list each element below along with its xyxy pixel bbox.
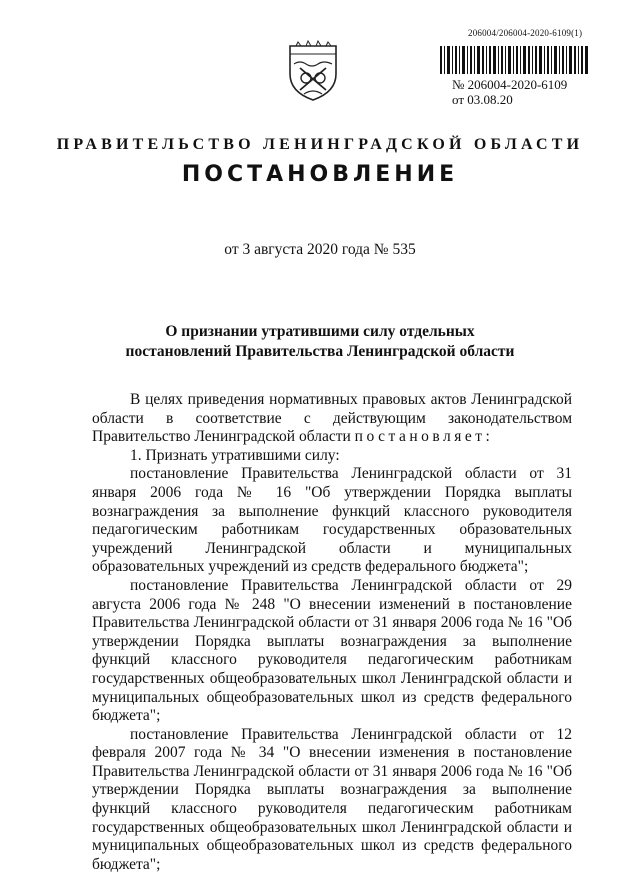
document-title-line-1: О признании утратившими силу отдельных bbox=[165, 323, 475, 340]
document-date-number: от 3 августа 2020 года № 535 bbox=[224, 241, 416, 258]
intro-paragraph bbox=[92, 391, 572, 447]
registration-number: № 206004-2020-6109 bbox=[452, 77, 568, 92]
document-id: 206004/206004-2020-6109(1) bbox=[468, 28, 583, 38]
intro-text: В целях приведения нормативных правовых актов Ленинградской области в соответствие с действующим законодательством Правительство Ленинградской области bbox=[92, 391, 572, 446]
document-title-line-2: постановлений Правительства Ленинградской области bbox=[125, 343, 515, 360]
document-body bbox=[92, 391, 572, 874]
item-1: 1. Признать утратившими силу: bbox=[130, 446, 340, 464]
barcode-icon bbox=[440, 46, 588, 74]
act-paragraph: постановление Правительства Ленинградской области от 31 января 2006 года № 16 "Об утверждении Порядка выплаты вознаграждения за выполнение функций классного руководителя педагогическим работникам государственных образовательных учреждений Ленинградской области и муниципальных образовательных учреждений из средств федерального бюджета"; bbox=[92, 465, 572, 576]
document-type: ПОСТАНОВЛЕНИЕ bbox=[181, 162, 459, 187]
act-paragraph: постановление Правительства Ленинградской области от 12 февраля 2007 года № 34 "О внесении изменения в постановление Правительства Ленинградской области от 31 января 2006 года № 16 "Об утверждении Порядка выплаты вознаграждения за выполнение функций классного руководителя педагогическим работникам государственных общеобразовательных школ Ленинградской области и муниципальных общеобразовательных школ из средств федерального бюджета"; bbox=[92, 725, 572, 873]
organization-name: ПРАВИТЕЛЬСТВО ЛЕНИНГРАДСКОЙ ОБЛАСТИ bbox=[56, 136, 584, 153]
decree-word: постановляет: bbox=[354, 428, 494, 446]
registration-date: от 03.08.20 bbox=[452, 92, 513, 107]
document-title bbox=[0, 322, 640, 362]
coat-of-arms-icon bbox=[286, 40, 340, 102]
act-paragraph: постановление Правительства Ленинградской области от 29 августа 2006 года № 248 "О внесении изменений в постановление Правительства Ленинградской области от 31 января 2006 года № 16 "Об утверждении Порядка выплаты вознаграждения за выполнение функций классного руководителя педагогическим работникам государственных общеобразовательных школ Ленинградской области и муниципальных общеобразовательных школ из средств федерального бюджета"; bbox=[92, 576, 572, 725]
